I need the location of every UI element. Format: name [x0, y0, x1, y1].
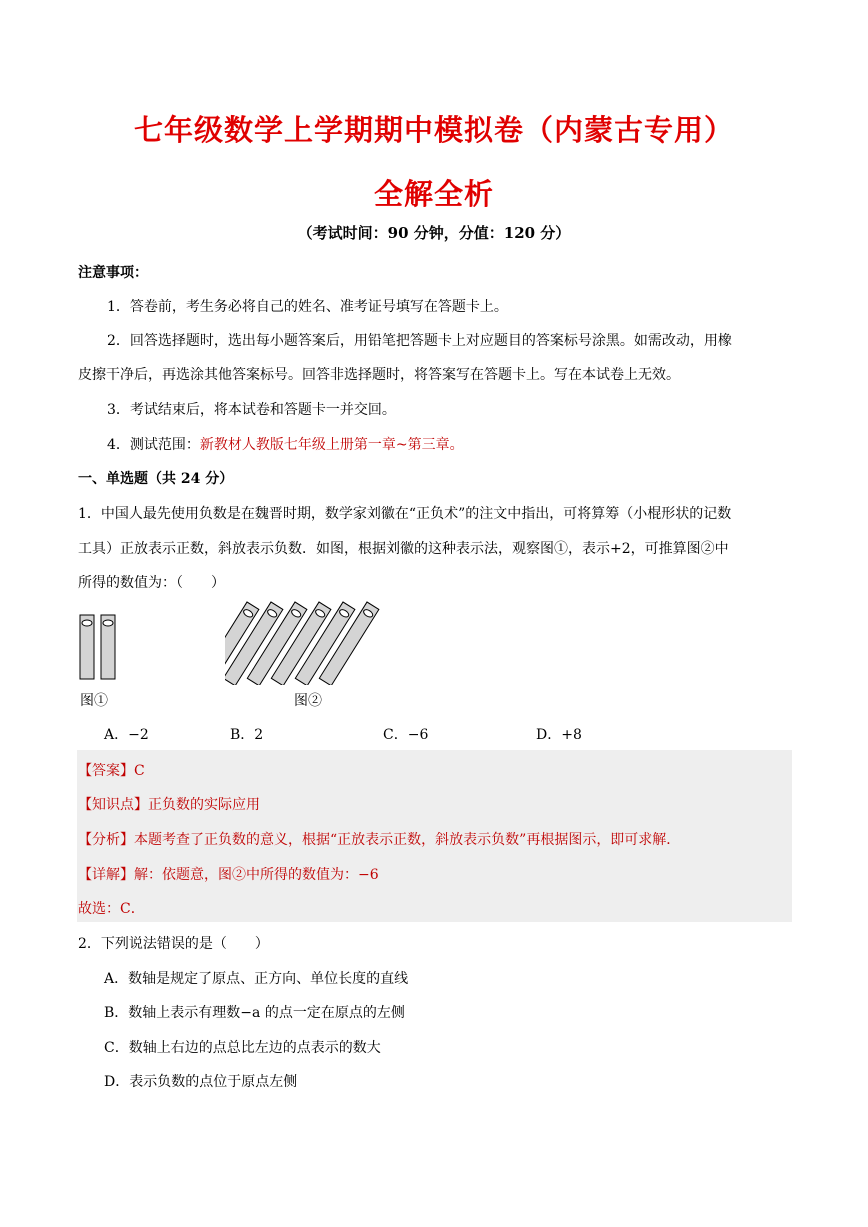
knowledge-tag: 【知识点】 [78, 797, 148, 813]
detail-tag: 【详解】 [78, 867, 134, 883]
analysis-text: 本题考查了正负数的意义，根据“正放表示正数，斜放表示负数”再根据图示，即可求解． [134, 832, 681, 848]
answer-line [78, 760, 145, 780]
notes-heading: 注意事项： [78, 265, 148, 281]
analysis-tag: 【分析】 [78, 832, 134, 848]
exam-info: （考试时间：90 分钟，分值：120 分） [297, 224, 571, 242]
q2-option-a: A．数轴是规定了原点、正方向、单位长度的直线 [104, 971, 409, 987]
q1-stem-line-3: 所得的数值为：（ ） [78, 575, 225, 591]
q2-option-d: D．表示负数的点位于原点左侧 [104, 1074, 298, 1090]
section-heading: 一、单选题（共 24 分） [78, 471, 234, 487]
knowledge-line [78, 794, 260, 814]
scope-label: 4．测试范围： [107, 437, 200, 453]
figure-2-rods [225, 600, 425, 685]
figure-1-label: 图① [80, 693, 108, 709]
note-item-3: 3．考试结束后，将本试卷和答题卡一并交回。 [107, 402, 396, 418]
choice-line: 故选：C． [78, 901, 145, 917]
q1-stem-line-2: 工具）正放表示正数，斜放表示负数．如图，根据刘徽的这种表示法，观察图①，表示+2，可推算图②中 [78, 541, 729, 557]
note-item-2-cont: 皮擦干净后，再选涂其他答案标号。回答非选择题时，将答案写在答题卡上。写在本试卷上无效。 [78, 367, 680, 383]
vertical-rod [80, 615, 94, 679]
note-item-1: 1．答卷前，考生务必将自己的姓名、准考证号填写在答题卡上。 [107, 299, 508, 315]
exam-subtitle: 全解全析 [373, 177, 494, 211]
q1-option-c: C．−6 [383, 727, 429, 743]
q2-option-c: C．数轴上右边的点总比左边的点表示的数大 [104, 1040, 381, 1056]
detail-line [78, 864, 379, 884]
exam-title: 七年级数学上学期期中模拟卷（内蒙古专用） [133, 113, 734, 147]
analysis-line [78, 829, 680, 849]
answer-tag: 【答案】 [78, 763, 134, 779]
figure-2-label: 图② [294, 693, 322, 709]
note-item-4 [107, 434, 464, 454]
q1-option-d: D．+8 [536, 727, 582, 743]
detail-text: 解：依题意，图②中所得的数值为：−6 [134, 867, 379, 883]
knowledge-text: 正负数的实际应用 [148, 797, 260, 813]
note-item-2: 2．回答选择题时，选出每小题答案后，用铅笔把答题卡上对应题目的答案标号涂黑。如需改动，用橡 [107, 333, 732, 349]
q1-option-b: B．2 [230, 727, 264, 743]
q2-stem: 2．下列说法错误的是（ ） [78, 936, 269, 952]
q2-option-b: B．数轴上表示有理数−a 的点一定在原点的左侧 [104, 1005, 405, 1021]
q1-stem-line-1: 1．中国人最先使用负数是在魏晋时期，数学家刘徽在“正负术”的注文中指出，可将算筹（小棍形状的记数 [78, 506, 732, 522]
vertical-rod [101, 615, 115, 679]
q1-option-a: A．−2 [104, 727, 149, 743]
scope-text: 新教材人教版七年级上册第一章~第三章。 [199, 437, 464, 453]
answer-value: C [134, 763, 145, 779]
figure-1-rods [70, 605, 130, 685]
